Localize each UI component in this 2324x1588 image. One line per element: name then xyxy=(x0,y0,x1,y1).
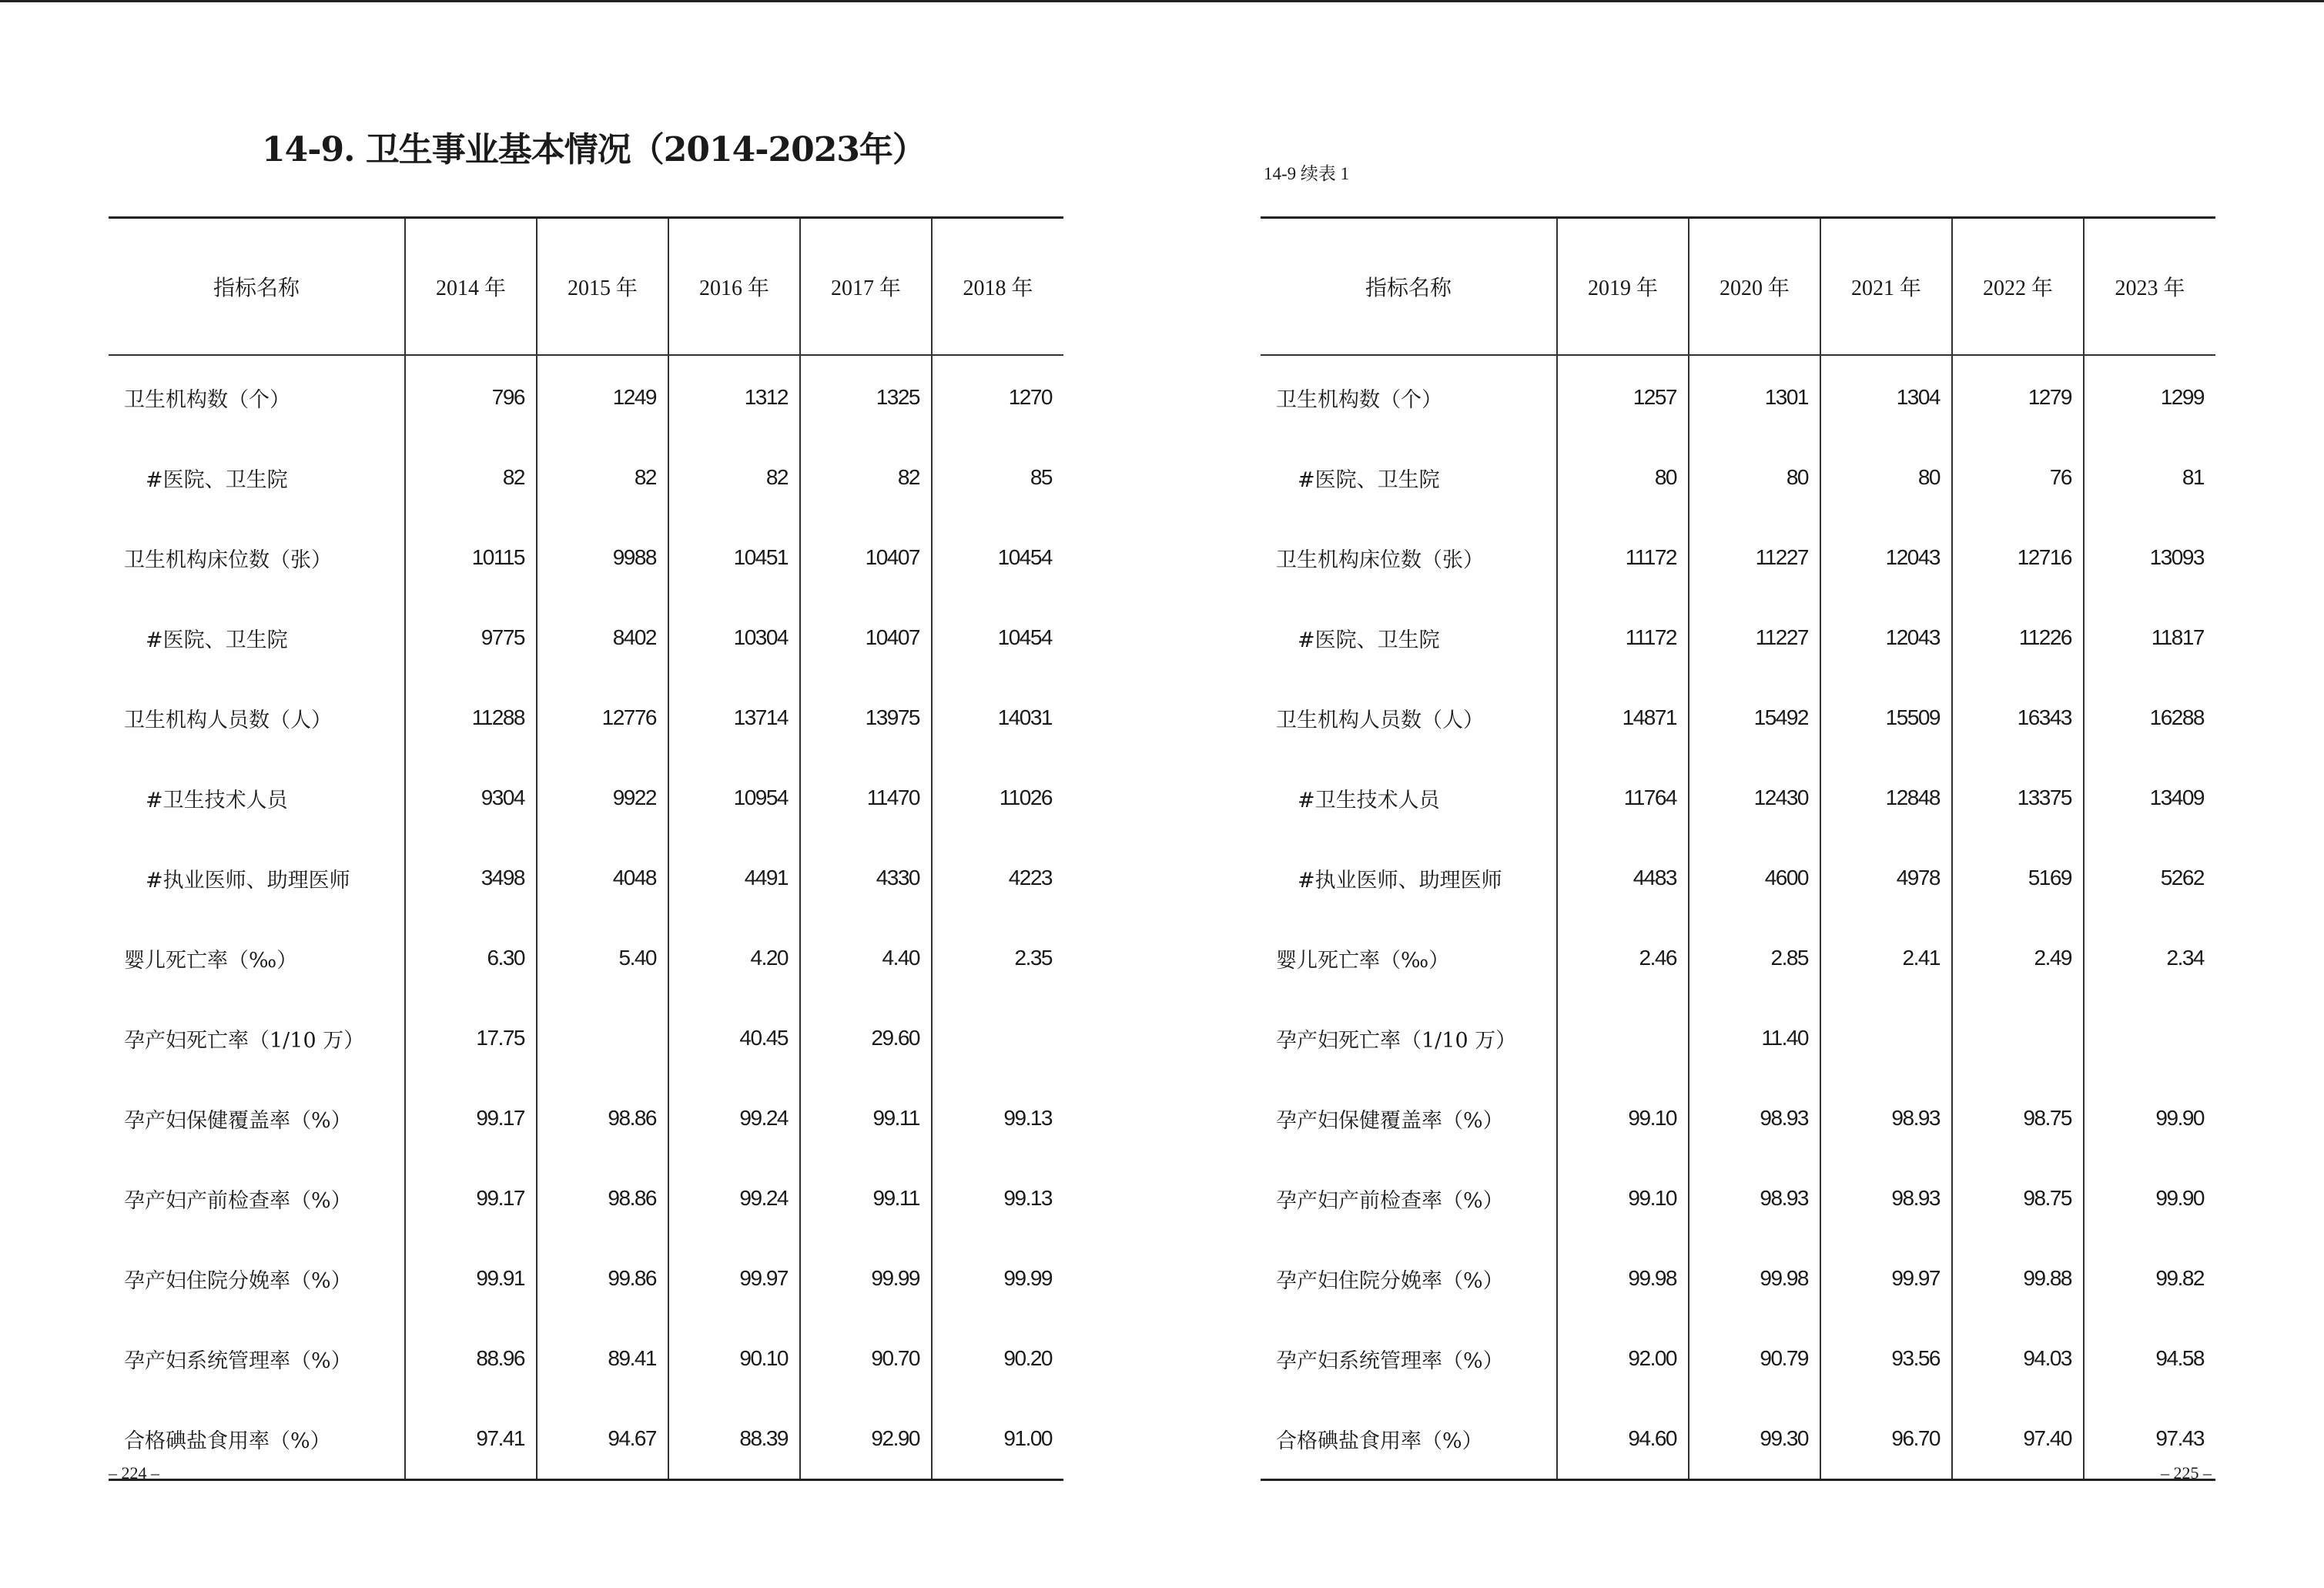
table-row xyxy=(109,437,1063,518)
data-cell: 94.03 xyxy=(1952,1318,2084,1399)
data-cell: 88.39 xyxy=(668,1399,800,1480)
table-row xyxy=(1261,1238,2215,1318)
table-row xyxy=(1261,598,2215,678)
table-row xyxy=(1261,758,2215,838)
table-row xyxy=(109,598,1063,678)
data-cell: 80 xyxy=(1689,437,1820,518)
data-cell: 15509 xyxy=(1820,678,1952,758)
table-row xyxy=(109,1399,1063,1480)
data-cell: 11172 xyxy=(1557,518,1689,598)
data-cell: 82 xyxy=(405,437,537,518)
data-cell: 4048 xyxy=(537,838,668,918)
data-cell: 2.35 xyxy=(932,918,1063,998)
table-row xyxy=(109,518,1063,598)
row-label: 孕产妇死亡率（1/10 万） xyxy=(1276,1028,1517,1053)
table-row xyxy=(109,1078,1063,1158)
row-label: 孕产妇系统管理率（%） xyxy=(124,1348,352,1373)
data-cell: 5262 xyxy=(2084,838,2215,918)
data-cell xyxy=(2084,998,2215,1078)
data-cell: 99.24 xyxy=(668,1078,800,1158)
data-cell: 82 xyxy=(800,437,932,518)
data-cell: 90.79 xyxy=(1689,1318,1820,1399)
data-cell: 98.93 xyxy=(1689,1158,1820,1238)
data-cell: 9775 xyxy=(405,598,537,678)
row-label: 孕产妇住院分娩率（%） xyxy=(1276,1268,1504,1293)
data-cell: 97.43 xyxy=(2084,1399,2215,1480)
data-cell: 11817 xyxy=(2084,598,2215,678)
column-header-year: 2014 年 xyxy=(405,218,537,356)
row-label: #医院、卫生院 xyxy=(1298,628,1440,652)
data-cell: 10954 xyxy=(668,758,800,838)
data-cell: 85 xyxy=(932,437,1063,518)
data-cell: 91.00 xyxy=(932,1399,1063,1480)
row-label: #卫生技术人员 xyxy=(1298,788,1440,812)
table-row xyxy=(1261,518,2215,598)
data-cell: 13409 xyxy=(2084,758,2215,838)
data-cell: 10304 xyxy=(668,598,800,678)
top-border xyxy=(0,0,2324,2)
page-number-right: – 225 – xyxy=(2161,1463,2212,1482)
row-label: 孕产妇保健覆盖率（%） xyxy=(124,1108,352,1133)
data-cell: 5169 xyxy=(1952,838,2084,918)
data-cell: 94.67 xyxy=(537,1399,668,1480)
row-label: 孕产妇死亡率（1/10 万） xyxy=(124,1028,365,1053)
data-cell: 13093 xyxy=(2084,518,2215,598)
table-row xyxy=(1261,838,2215,918)
data-cell: 2.85 xyxy=(1689,918,1820,998)
data-cell: 98.86 xyxy=(537,1158,668,1238)
data-cell: 99.17 xyxy=(405,1158,537,1238)
data-cell: 16343 xyxy=(1952,678,2084,758)
table-row xyxy=(1261,678,2215,758)
data-cell: 6.30 xyxy=(405,918,537,998)
column-header-year: 2015 年 xyxy=(537,218,668,356)
data-cell: 17.75 xyxy=(405,998,537,1078)
stats-table-right xyxy=(1261,216,2215,1481)
data-cell: 1249 xyxy=(537,355,668,437)
data-cell: 12776 xyxy=(537,678,668,758)
row-label: 卫生机构床位数（张） xyxy=(1276,548,1484,572)
data-cell: 90.10 xyxy=(668,1318,800,1399)
data-cell: 90.70 xyxy=(800,1318,932,1399)
row-label: 孕产妇产前检查率（%） xyxy=(124,1188,352,1213)
data-cell: 99.88 xyxy=(1952,1238,2084,1318)
data-cell: 99.13 xyxy=(932,1078,1063,1158)
data-cell: 96.70 xyxy=(1820,1399,1952,1480)
data-cell: 82 xyxy=(668,437,800,518)
column-header-indicator: 指标名称 xyxy=(1261,218,1557,356)
row-label: 孕产妇保健覆盖率（%） xyxy=(1276,1108,1504,1133)
row-label: 卫生机构数（个） xyxy=(124,387,290,412)
data-cell: 11470 xyxy=(800,758,932,838)
data-cell: 99.17 xyxy=(405,1078,537,1158)
data-cell: 93.56 xyxy=(1820,1318,1952,1399)
data-cell: 2.34 xyxy=(2084,918,2215,998)
data-cell: 98.93 xyxy=(1820,1158,1952,1238)
data-cell: 89.41 xyxy=(537,1318,668,1399)
data-cell: 14031 xyxy=(932,678,1063,758)
data-cell: 10407 xyxy=(800,518,932,598)
row-label: #卫生技术人员 xyxy=(146,788,288,812)
table-row xyxy=(109,758,1063,838)
data-cell: 76 xyxy=(1952,437,2084,518)
table-row xyxy=(1261,1399,2215,1480)
row-label: 合格碘盐食用率（%） xyxy=(124,1429,331,1453)
column-header-year: 2017 年 xyxy=(800,218,932,356)
table-row xyxy=(109,998,1063,1078)
data-cell: 99.90 xyxy=(2084,1078,2215,1158)
row-label: 卫生机构人员数（人） xyxy=(1276,708,1484,732)
data-cell: 99.24 xyxy=(668,1158,800,1238)
data-cell: 9922 xyxy=(537,758,668,838)
table-row xyxy=(1261,1078,2215,1158)
row-label: 合格碘盐食用率（%） xyxy=(1276,1429,1483,1453)
data-cell: 99.98 xyxy=(1557,1238,1689,1318)
data-cell: 94.60 xyxy=(1557,1399,1689,1480)
data-cell: 99.98 xyxy=(1689,1238,1820,1318)
data-cell: 10454 xyxy=(932,598,1063,678)
data-cell: 88.96 xyxy=(405,1318,537,1399)
data-cell: 4.20 xyxy=(668,918,800,998)
data-cell: 1270 xyxy=(932,355,1063,437)
data-cell: 1325 xyxy=(800,355,932,437)
row-label: 卫生机构床位数（张） xyxy=(124,548,332,572)
data-cell: 14871 xyxy=(1557,678,1689,758)
table-row xyxy=(109,918,1063,998)
column-header-year: 2018 年 xyxy=(932,218,1063,356)
table-header-row xyxy=(109,218,1063,356)
table-row xyxy=(1261,1158,2215,1238)
data-cell: 13714 xyxy=(668,678,800,758)
data-cell: 94.58 xyxy=(2084,1318,2215,1399)
data-cell: 1312 xyxy=(668,355,800,437)
column-header-year: 2020 年 xyxy=(1689,218,1820,356)
data-cell: 98.75 xyxy=(1952,1158,2084,1238)
data-cell: 8402 xyxy=(537,598,668,678)
row-label: 卫生机构人员数（人） xyxy=(124,708,332,732)
data-cell: 10407 xyxy=(800,598,932,678)
data-cell: 99.10 xyxy=(1557,1078,1689,1158)
data-cell: 11288 xyxy=(405,678,537,758)
table-row xyxy=(109,1318,1063,1399)
table-row xyxy=(1261,437,2215,518)
data-cell: 81 xyxy=(2084,437,2215,518)
column-header-year: 2019 年 xyxy=(1557,218,1689,356)
data-cell: 11226 xyxy=(1952,598,2084,678)
continuation-label: 14-9 续表 1 xyxy=(1264,164,1350,183)
data-cell: 82 xyxy=(537,437,668,518)
data-cell xyxy=(932,998,1063,1078)
table-row xyxy=(1261,355,2215,437)
data-cell: 99.82 xyxy=(2084,1238,2215,1318)
data-cell: 40.45 xyxy=(668,998,800,1078)
data-cell: 11764 xyxy=(1557,758,1689,838)
data-cell: 1279 xyxy=(1952,355,2084,437)
data-cell: 99.97 xyxy=(668,1238,800,1318)
column-header-year: 2021 年 xyxy=(1820,218,1952,356)
data-cell: 99.86 xyxy=(537,1238,668,1318)
data-cell xyxy=(537,998,668,1078)
data-cell: 11227 xyxy=(1689,518,1820,598)
data-cell xyxy=(1952,998,2084,1078)
data-cell xyxy=(1820,998,1952,1078)
data-cell: 13975 xyxy=(800,678,932,758)
data-cell: 10115 xyxy=(405,518,537,598)
data-cell: 796 xyxy=(405,355,537,437)
data-cell: 2.41 xyxy=(1820,918,1952,998)
data-cell: 97.40 xyxy=(1952,1399,2084,1480)
data-cell: 98.86 xyxy=(537,1078,668,1158)
table-row xyxy=(1261,1318,2215,1399)
data-cell: 11227 xyxy=(1689,598,1820,678)
data-cell: 5.40 xyxy=(537,918,668,998)
data-cell: 97.41 xyxy=(405,1399,537,1480)
data-cell: 99.13 xyxy=(932,1158,1063,1238)
row-label: #执业医师、助理医师 xyxy=(146,868,350,893)
data-cell: 99.90 xyxy=(2084,1158,2215,1238)
data-cell: 99.97 xyxy=(1820,1238,1952,1318)
data-cell: 11026 xyxy=(932,758,1063,838)
data-cell: 3498 xyxy=(405,838,537,918)
data-cell: 98.75 xyxy=(1952,1078,2084,1158)
column-header-indicator: 指标名称 xyxy=(109,218,405,356)
data-cell: 99.11 xyxy=(800,1078,932,1158)
table-row xyxy=(109,1158,1063,1238)
stats-table-left xyxy=(109,216,1063,1481)
row-label: 孕产妇住院分娩率（%） xyxy=(124,1268,352,1293)
data-cell: 98.93 xyxy=(1820,1078,1952,1158)
row-label: 婴儿死亡率（‰） xyxy=(1276,948,1450,973)
data-cell: 12043 xyxy=(1820,518,1952,598)
data-cell: 99.30 xyxy=(1689,1399,1820,1480)
data-cell: 1304 xyxy=(1820,355,1952,437)
column-header-year: 2016 年 xyxy=(668,218,800,356)
data-cell: 11172 xyxy=(1557,598,1689,678)
table-row xyxy=(109,838,1063,918)
data-cell: 9988 xyxy=(537,518,668,598)
data-cell: 98.93 xyxy=(1689,1078,1820,1158)
data-cell: 29.60 xyxy=(800,998,932,1078)
data-cell: 12430 xyxy=(1689,758,1820,838)
table-row xyxy=(1261,998,2215,1078)
data-cell: 12043 xyxy=(1820,598,1952,678)
data-cell: 10451 xyxy=(668,518,800,598)
row-label: 孕产妇系统管理率（%） xyxy=(1276,1348,1504,1373)
data-cell: 12848 xyxy=(1820,758,1952,838)
row-label: 孕产妇产前检查率（%） xyxy=(1276,1188,1504,1213)
column-header-year: 2023 年 xyxy=(2084,218,2215,356)
row-label: 卫生机构数（个） xyxy=(1276,387,1442,412)
data-cell: 4330 xyxy=(800,838,932,918)
table-row xyxy=(109,355,1063,437)
page-number-left: – 224 – xyxy=(109,1463,159,1482)
data-cell: 80 xyxy=(1557,437,1689,518)
data-cell: 15492 xyxy=(1689,678,1820,758)
data-cell: 99.91 xyxy=(405,1238,537,1318)
column-header-year: 2022 年 xyxy=(1952,218,2084,356)
data-cell xyxy=(1557,998,1689,1078)
data-cell: 99.99 xyxy=(800,1238,932,1318)
data-cell: 1299 xyxy=(2084,355,2215,437)
data-cell: 4483 xyxy=(1557,838,1689,918)
row-label: #医院、卫生院 xyxy=(146,628,288,652)
row-label: 婴儿死亡率（‰） xyxy=(124,948,298,973)
data-cell: 80 xyxy=(1820,437,1952,518)
data-cell: 12716 xyxy=(1952,518,2084,598)
table-row xyxy=(109,678,1063,758)
data-cell: 2.49 xyxy=(1952,918,2084,998)
data-cell: 10454 xyxy=(932,518,1063,598)
data-cell: 99.10 xyxy=(1557,1158,1689,1238)
data-cell: 1301 xyxy=(1689,355,1820,437)
data-cell: 4223 xyxy=(932,838,1063,918)
data-cell: 92.90 xyxy=(800,1399,932,1480)
data-cell: 13375 xyxy=(1952,758,2084,838)
data-cell: 16288 xyxy=(2084,678,2215,758)
data-cell: 1257 xyxy=(1557,355,1689,437)
data-cell: 99.99 xyxy=(932,1238,1063,1318)
data-cell: 9304 xyxy=(405,758,537,838)
data-cell: 4600 xyxy=(1689,838,1820,918)
data-cell: 4.40 xyxy=(800,918,932,998)
data-cell: 2.46 xyxy=(1557,918,1689,998)
table-row xyxy=(109,1238,1063,1318)
table-row xyxy=(1261,918,2215,998)
data-cell: 11.40 xyxy=(1689,998,1820,1078)
data-cell: 4978 xyxy=(1820,838,1952,918)
row-label: #执业医师、助理医师 xyxy=(1298,868,1502,893)
row-label: #医院、卫生院 xyxy=(1298,467,1440,492)
data-cell: 99.11 xyxy=(800,1158,932,1238)
table-header-row xyxy=(1261,218,2215,356)
row-label: #医院、卫生院 xyxy=(146,467,288,492)
page-title: 14-9. 卫生事业基本情况（2014-2023年） xyxy=(262,130,926,169)
data-cell: 4491 xyxy=(668,838,800,918)
data-cell: 90.20 xyxy=(932,1318,1063,1399)
data-cell: 92.00 xyxy=(1557,1318,1689,1399)
